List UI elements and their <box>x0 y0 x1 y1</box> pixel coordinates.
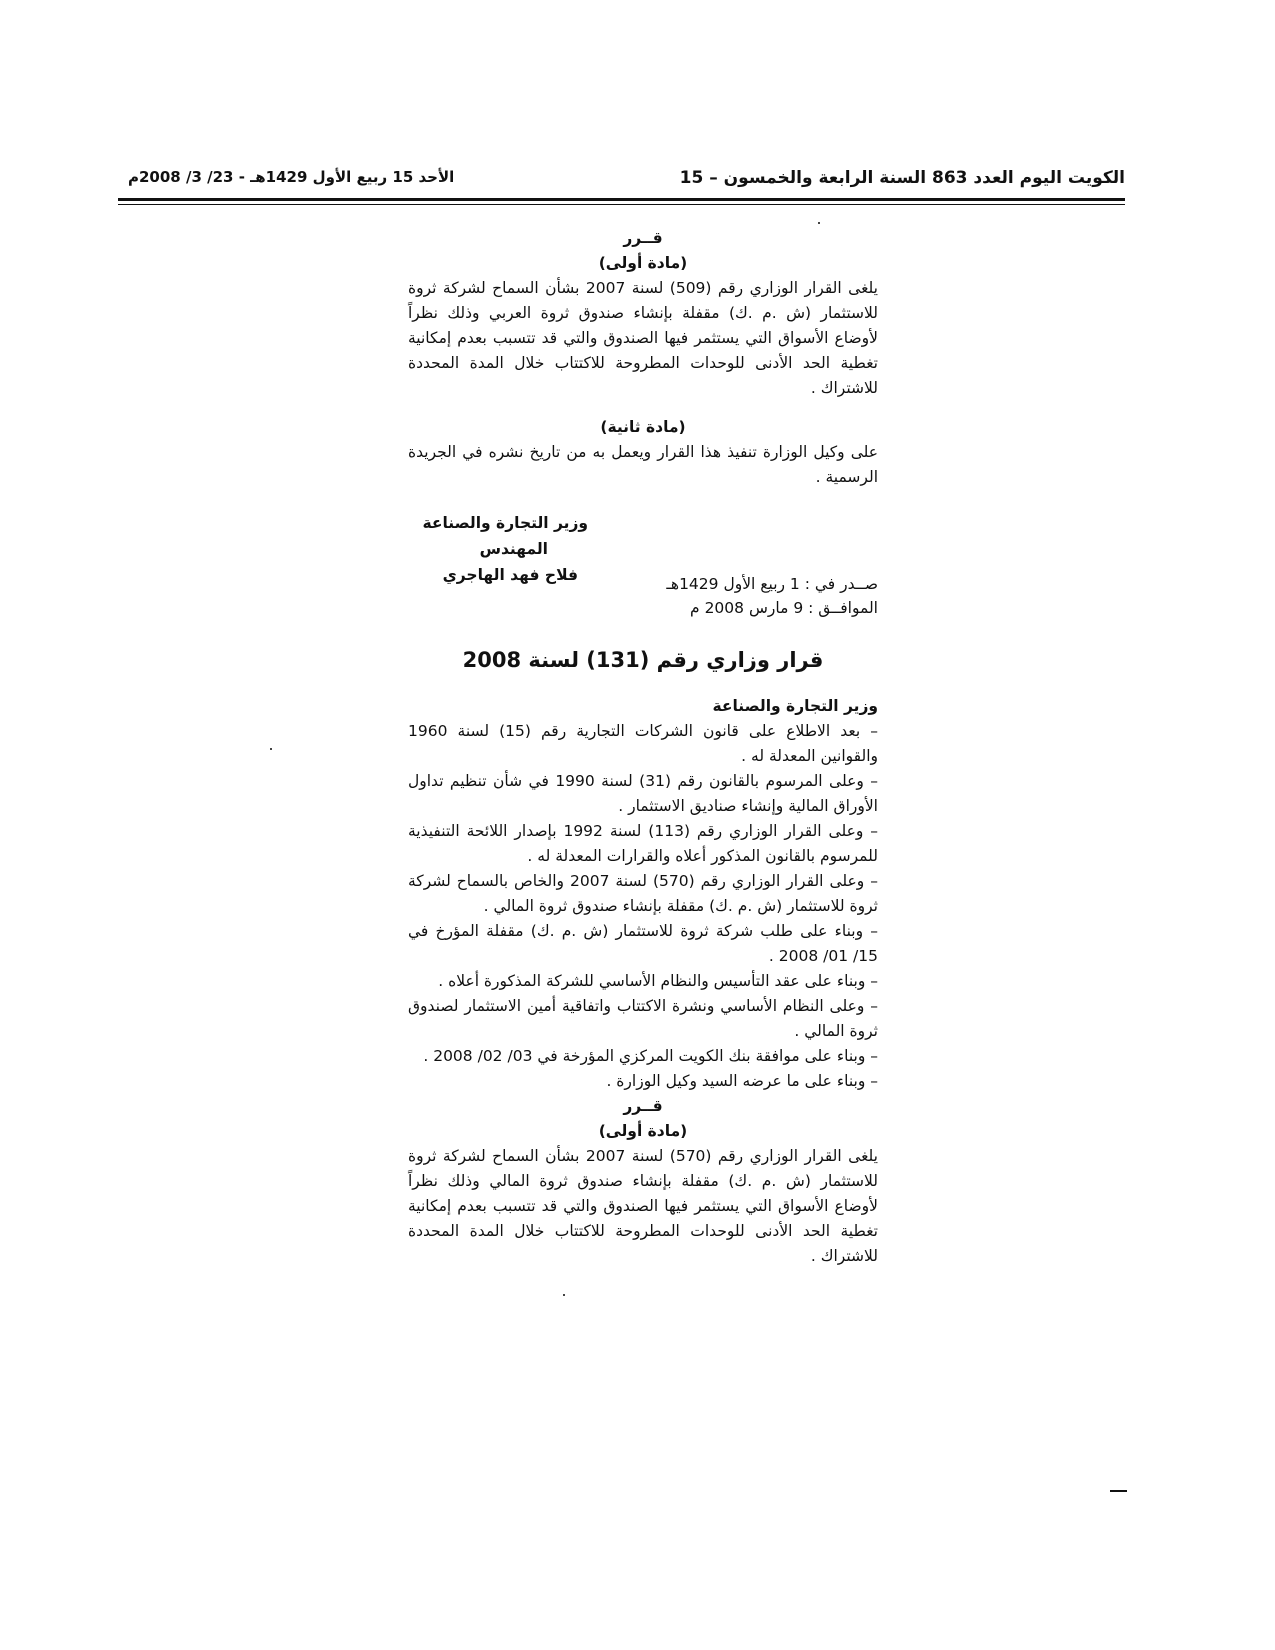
second-decree-body <box>408 694 878 1269</box>
scan-speck <box>270 748 272 750</box>
recital-item: – وبناء على ما عرضه السيد وكيل الوزارة . <box>606 1072 878 1090</box>
article1-text: يلغى القرار الوزاري رقم (509) لسنة 2007 بشأن السماح لشركة ثروة للاستثمار (ش .م .ك) مقفلة بإنشاء صندوق ثروة العربي وذلك نظراً لأوضاع الأسواق التي يستثمر فيها الصندوق والتي قد تتسبب بعدم إمكانية تغطية الحد الأدنى للوحدات المطروحة للاكتتاب خلال المدة المحددة للاشتراك . <box>408 279 878 397</box>
article2-text: على وكيل الوزارة تنفيذ هذا القرار ويعمل به من تاريخ نشره في الجريدة الرسمية . <box>408 443 878 486</box>
signature-title: وزير التجارة والصناعة <box>422 514 588 532</box>
signature-name: فلاح فهد الهاجري <box>442 566 578 584</box>
recital-item: – وبناء على طلب شركة ثروة للاستثمار (ش .م .ك) مقفلة المؤرخ في 15/ 01/ 2008 . <box>408 922 878 965</box>
issued-on: صــدر في : 1 ربيع الأول 1429هـ <box>666 575 878 593</box>
article1-text-2: يلغى القرار الوزاري رقم (570) لسنة 2007 بشأن السماح لشركة ثروة للاستثمار (ش .م .ك) مقفلة بإنشاء صندوق ثروة المالي وذلك نظراً لأوضاع الأسواق التي يستثمر فيها الصندوق والتي قد تتسبب بعدم إمكانية تغطية الحد الأدنى للوحدات المطروحة للاكتتاب خلال المدة المحددة للاشتراك . <box>408 1147 878 1265</box>
recital-item: – وبناء على موافقة بنك الكويت المركزي المؤرخة في 03/ 02/ 2008 . <box>423 1047 878 1065</box>
article1-heading-2: (مادة أولى) <box>598 1122 688 1140</box>
header-issue-info: الكويت اليوم العدد 863 السنة الرابعة والخمسون – 15 <box>679 168 1125 188</box>
recital-item: – وبناء على عقد التأسيس والنظام الأساسي للشركة المذكورة أعلاه . <box>438 972 878 990</box>
recital-item: – وعلى القرار الوزاري رقم (113) لسنة 1992 بإصدار اللائحة التنفيذية للمرسوم بالقانون المذكور أعلاه والقرارات المعدلة له . <box>408 822 878 865</box>
article2-heading: (مادة ثانية) <box>600 418 686 436</box>
decree-title: قرار وزاري رقم (131) لسنة 2008 <box>462 648 824 672</box>
decides-heading: قــرر <box>623 229 663 247</box>
header-rule-thick <box>118 198 1125 201</box>
recital-item: – وعلى النظام الأساسي ونشرة الاكتتاب واتفاقية أمين الاستثمار لصندوق ثروة المالي . <box>408 997 878 1040</box>
decides-heading-2: قــرر <box>623 1097 663 1115</box>
header-rule-thin <box>118 204 1125 205</box>
issuer-heading: وزير التجارة والصناعة <box>712 697 878 715</box>
article1-heading: (مادة أولى) <box>598 254 688 272</box>
signature-prefix: المهندس <box>479 540 548 558</box>
page-header <box>118 168 1125 202</box>
scan-speck <box>818 222 820 224</box>
first-decree-body <box>408 226 878 490</box>
header-date: الأحد 15 ربيع الأول 1429هـ - 23/ 3/ 2008م <box>128 168 455 186</box>
recital-item: – بعد الاطلاع على قانون الشركات التجارية رقم (15) لسنة 1960 والقوانين المعدلة له . <box>408 722 878 765</box>
issue-date-block <box>408 572 878 620</box>
recital-item: – وعلى المرسوم بالقانون رقم (31) لسنة 1990 في شأن تنظيم تداول الأوراق المالية وإنشاء صناديق الاستثمار . <box>408 772 878 815</box>
corresponding-date: الموافــق : 9 مارس 2008 م <box>690 599 878 617</box>
recital-item: – وعلى القرار الوزاري رقم (570) لسنة 2007 والخاص بالسماح لشركة ثروة للاستثمار (ش .م .ك) مقفلة بإنشاء صندوق ثروة المالي . <box>408 872 878 915</box>
page-edge-mark <box>1110 1490 1127 1492</box>
scan-speck <box>563 1294 565 1296</box>
